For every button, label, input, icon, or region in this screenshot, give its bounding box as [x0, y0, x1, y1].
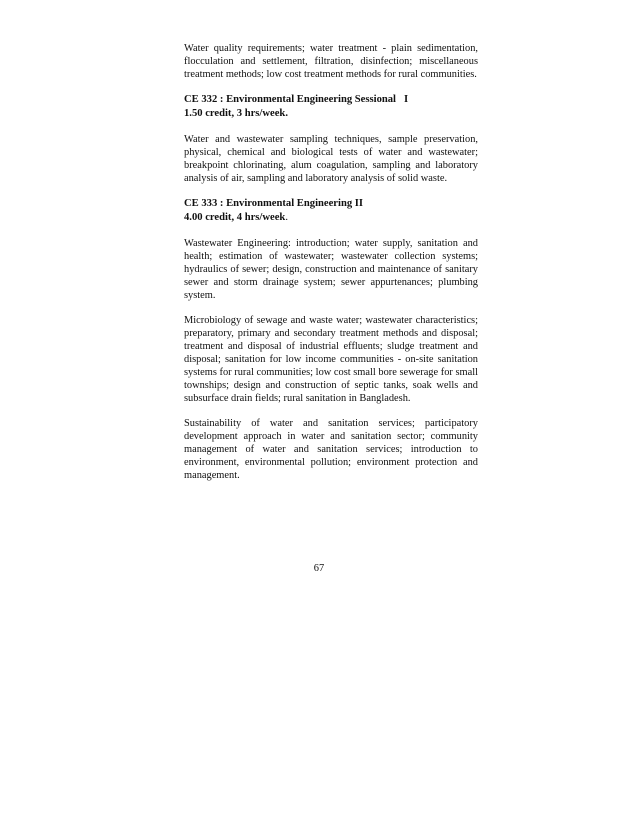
document-body — [184, 42, 478, 494]
ce333-credit-text: 4.00 credit, 4 hrs/week — [184, 212, 286, 223]
ce333-description-2: Microbiology of sewage and waste water; wastewater characteristics; preparatory, primary and secondary treatment methods and disposal; treatment and disposal of industrial effluents; sludge treatment and disposal; sanitation for low income communities - on-site sanitation systems for rural communities; low cost small bore sewerage for small townships; design and construction of septic tanks, soak wells and subsurface drain fields; rural sanitation in Bangladesh. — [184, 315, 478, 404]
intro-paragraph: Water quality requirements; water treatment - plain sedimentation, flocculation and settlement, filtration, disinfection; miscellaneous treatment methods; low cost treatment methods for rural communities. — [184, 43, 478, 80]
ce333-credit-hours — [184, 211, 478, 225]
ce333-credit-period: . — [285, 212, 288, 223]
ce333-description-3: Sustainability of water and sanitation services; participatory development approach in water and sanitation sector; community management of water and sanitation services; introduction to environment, environmental pollution; environment protection and management. — [184, 418, 478, 481]
ce332-description: Water and wastewater sampling techniques, sample preservation, physical, chemical and biological tests of water and wastewater; breakpoint chlorinating, alum coagulation, sampling and laboratory analysis of air, sampling and laboratory analysis of solid waste. — [184, 134, 478, 184]
ce333-course-title: CE 333 : Environmental Engineering II — [184, 198, 364, 209]
page-number: 67 — [313, 563, 325, 574]
ce333-description-1: Wastewater Engineering: introduction; water supply, sanitation and health; estimation of wastewater; wastewater collection systems; hydraulics of sewer; design, construction and maintenance of sanitary sewer and storm drainage system; sewer appurtenances; plumbing system. — [184, 238, 478, 301]
ce332-credit-hours: 1.50 credit, 3 hrs/week. — [184, 108, 288, 119]
ce332-course-title: CE 332 : Environmental Engineering Sessional I — [184, 94, 409, 105]
